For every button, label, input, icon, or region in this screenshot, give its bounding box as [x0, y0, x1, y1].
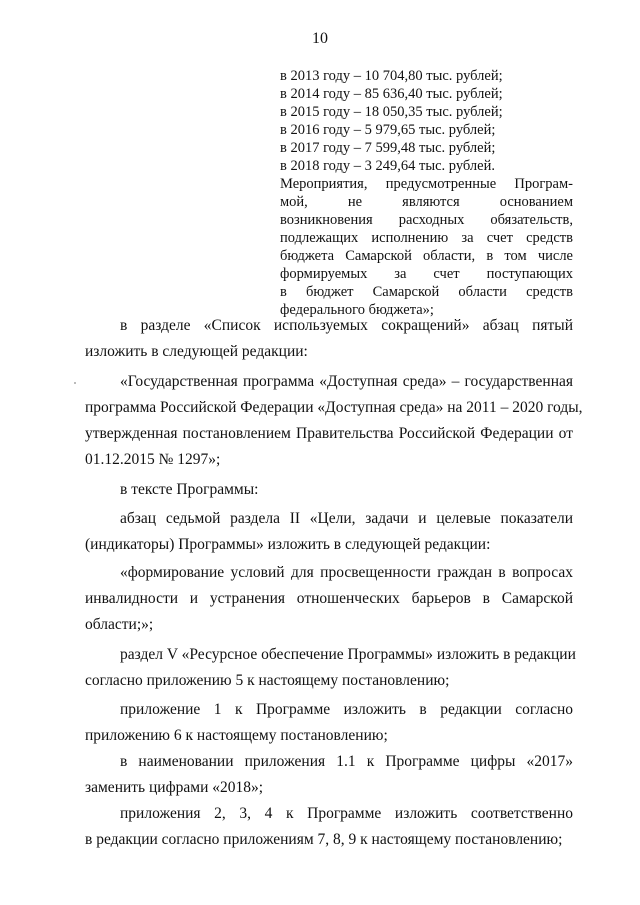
paragraph-appendix-title: [85, 753, 573, 805]
paragraph-line: в тексте Программы:: [120, 481, 259, 498]
paragraph-line: инвалидности и устранения отношенческих барьеров в Самарской: [85, 590, 573, 607]
paragraph-line: в разделе «Список используемых сокращений» абзац пятый: [120, 317, 573, 334]
paragraph-line: утвержденная постановлением Правительства Российской Федерации от: [85, 425, 573, 442]
paragraph-line: изложить в следующей редакции:: [85, 343, 308, 360]
paragraph-line: раздел V «Ресурсное обеспечение Программы» изложить в редакции: [120, 646, 576, 663]
funding-note: [280, 175, 573, 319]
note-line: федерального бюджета»;: [280, 302, 434, 318]
paragraph-line: (индикаторы) Программы» изложить в следующей редакции:: [85, 536, 491, 553]
paragraph-forming-conditions: [85, 564, 573, 642]
paragraph-state-program: [85, 373, 583, 477]
scan-speck: [74, 382, 76, 384]
note-line: мой, не являются основанием: [280, 194, 573, 210]
paragraph-section-two: [85, 510, 573, 562]
paragraph-line: приложение 1 к Программе изложить в редакции согласно: [120, 701, 573, 718]
amount-line: в 2013 году – 10 704,80 тыс. рублей;: [280, 68, 503, 84]
paragraph-line: в наименовании приложения 1.1 к Программе цифры «2017»: [120, 753, 573, 770]
amount-line: в 2016 году – 5 979,65 тыс. рублей;: [280, 122, 496, 138]
note-line: возникновения расходных обязательств,: [280, 212, 573, 228]
paragraph-program-text: [85, 481, 573, 507]
paragraph-appendix-one: [85, 701, 573, 753]
paragraph-abbreviations-section: [85, 317, 573, 369]
paragraph-line: «Государственная программа «Доступная среда» – государственная: [120, 373, 573, 390]
note-line: формируемых за счет поступающих: [280, 266, 573, 282]
note-line: бюджета Самарской области, в том числе: [280, 248, 573, 264]
amount-line: в 2018 году – 3 249,64 тыс. рублей.: [280, 158, 495, 174]
paragraph-line: 01.12.2015 № 1297»;: [85, 451, 221, 468]
paragraph-line: абзац седьмой раздела II «Цели, задачи и целевые показатели: [120, 510, 573, 527]
note-line: подлежащих исполнению за счет средств: [280, 230, 573, 246]
paragraph-line: в редакции согласно приложениям 7, 8, 9 к настоящему постановлению;: [85, 831, 563, 848]
amount-line: в 2015 году – 18 050,35 тыс. рублей;: [280, 104, 503, 120]
paragraph-section-five: [85, 646, 576, 698]
amount-line: в 2017 году – 7 599,48 тыс. рублей;: [280, 140, 496, 156]
paragraph-line: программа Российской Федерации «Доступная среда» на 2011 – 2020 годы,: [85, 399, 583, 416]
paragraph-line: области;»;: [85, 616, 154, 633]
paragraph-line: «формирование условий для просвещенности граждан в вопросах: [120, 564, 573, 581]
paragraph-line: согласно приложению 5 к настоящему постановлению;: [85, 672, 450, 689]
paragraph-appendices-two-four: [85, 805, 573, 857]
paragraph-line: приложению 6 к настоящему постановлению;: [85, 727, 388, 744]
note-line: Мероприятия, предусмотренные Програм-: [280, 176, 573, 192]
funding-amounts-list: [280, 67, 573, 175]
paragraph-line: приложения 2, 3, 4 к Программе изложить соответственно: [120, 805, 573, 822]
page-number: 10: [312, 30, 328, 47]
note-line: в бюджет Самарской области средств: [280, 284, 573, 300]
paragraph-line: заменить цифрами «2018»;: [85, 779, 264, 796]
amount-line: в 2014 году – 85 636,40 тыс. рублей;: [280, 86, 503, 102]
